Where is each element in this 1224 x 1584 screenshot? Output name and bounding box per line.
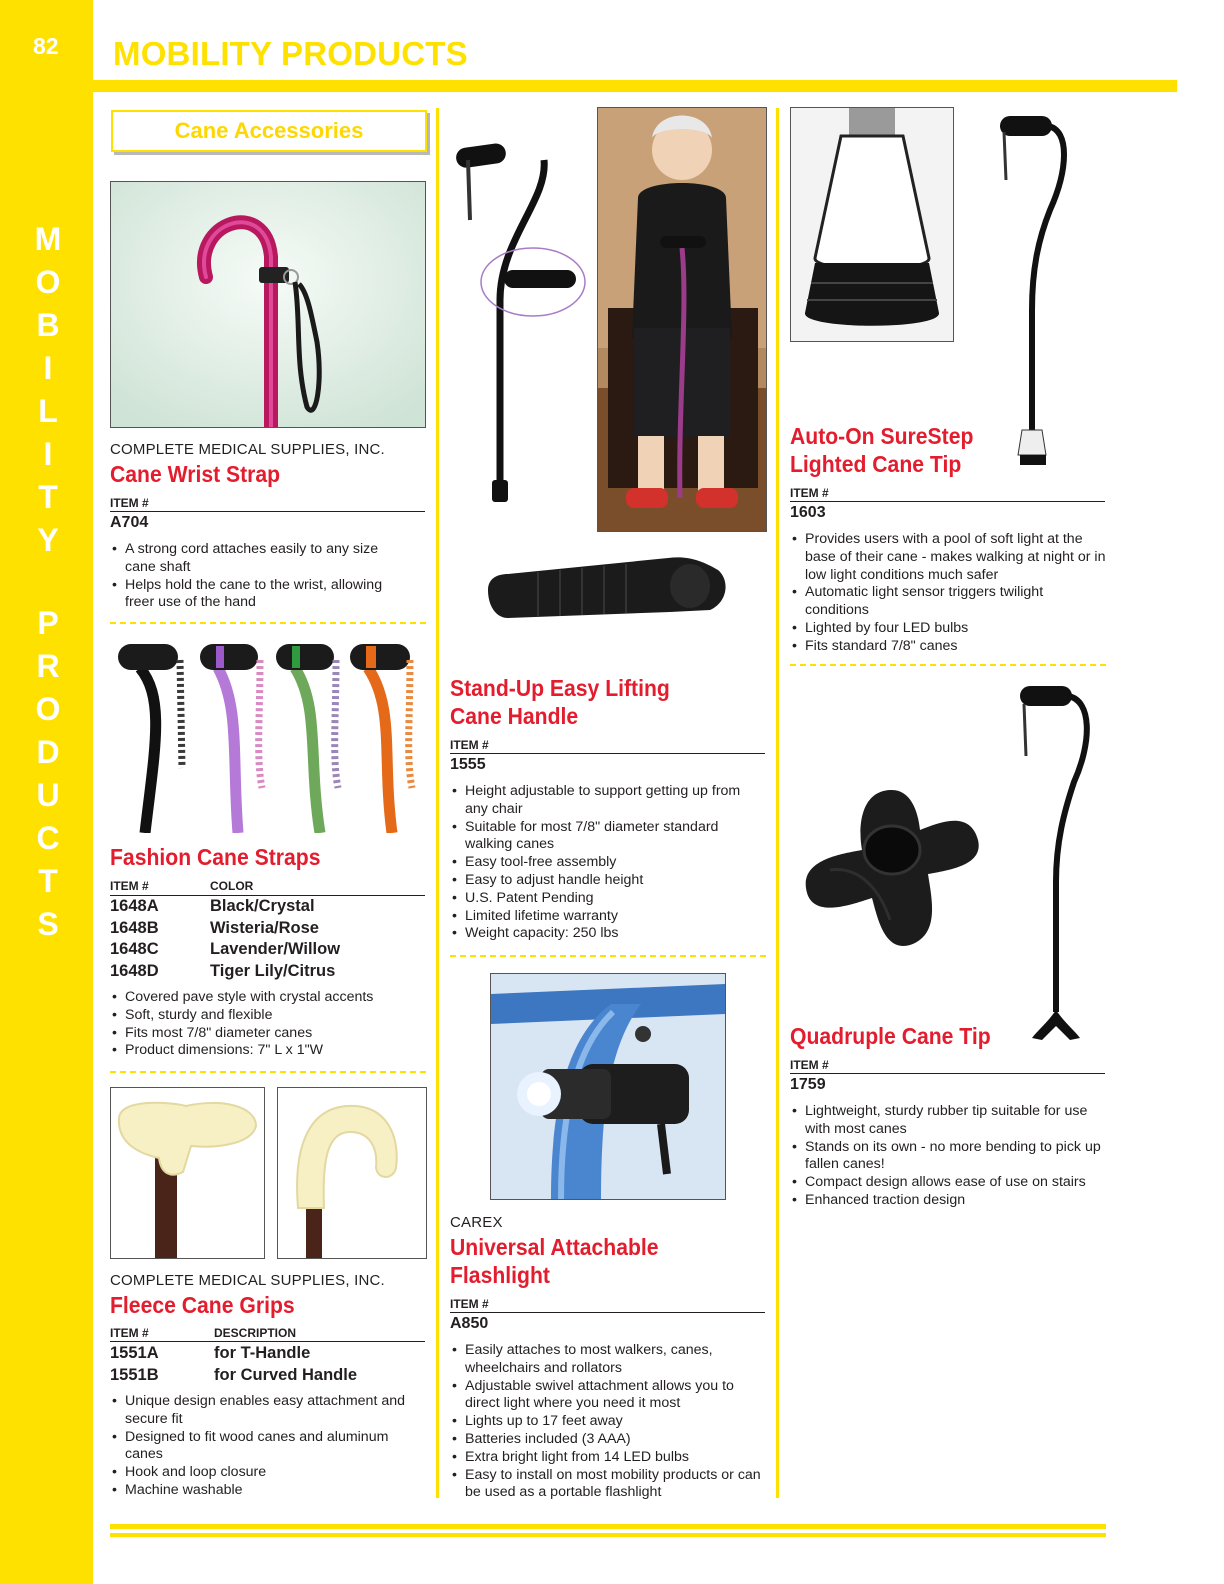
list-item: • Stands on its own - no more bending to pick up fallen canes! (791, 1139, 1106, 1175)
sidebar-letter: T (38, 863, 58, 899)
divider (790, 501, 1105, 502)
list-item: • Product dimensions: 7" L x 1"W (111, 1042, 421, 1060)
table-row (110, 1343, 357, 1365)
table-cell-item: 1648C (110, 940, 159, 958)
lighted-cane-photo (990, 110, 1075, 470)
page-number: 82 (33, 33, 59, 59)
sidebar-letter: T (38, 479, 58, 515)
standup-title (450, 674, 670, 730)
fashion-straps-col-color: COLOR (210, 879, 254, 893)
list-item: • Compact design allows ease of use on stairs (791, 1174, 1106, 1192)
table-cell-color: Wisteria/Rose (210, 918, 319, 937)
quad-tip-bullets (791, 1103, 1106, 1210)
sidebar-letter: S (37, 906, 59, 942)
table-row (110, 1365, 357, 1387)
list-item: • Extra bright light from 14 LED bulbs (451, 1449, 766, 1467)
fleece-title (110, 1291, 295, 1319)
lighted-tip-title-line2: Lighted Cane Tip (790, 451, 962, 477)
fashion-straps-table (110, 896, 340, 982)
header-rule (93, 80, 1177, 92)
wrist-strap-item-code: A704 (110, 514, 149, 531)
list-item: • Limited lifetime warranty (451, 908, 766, 926)
section-title (111, 110, 427, 152)
lighted-tip-bullets (791, 531, 1106, 656)
lighted-tip-title (790, 422, 973, 478)
divider (110, 511, 425, 512)
dashed-divider (790, 664, 1106, 666)
list-item: • Fits standard 7/8" canes (791, 638, 1106, 656)
divider (450, 1312, 765, 1313)
sidebar-letter: L (38, 393, 58, 429)
table-cell-item: 1551A (110, 1344, 159, 1362)
dashed-divider (110, 1071, 426, 1073)
lighted-tip-photo (790, 107, 954, 342)
flashlight-title-line1: Universal Attachable (450, 1234, 659, 1260)
quad-tip-item-code: 1759 (790, 1076, 826, 1093)
section-title-text: Cane Accessories (174, 118, 364, 143)
fashion-straps-photo (110, 638, 426, 833)
fleece-table (110, 1343, 357, 1386)
dashed-divider (450, 955, 766, 957)
list-item: • Provides users with a pool of soft light at the base of their cane - makes walking at night or in low light conditions much safer (791, 531, 1106, 584)
sidebar-letter: R (36, 648, 60, 684)
flashlight-company: CAREX (450, 1214, 503, 1231)
sidebar-letter: O (35, 691, 61, 727)
flashlight-title (450, 1233, 659, 1289)
list-item: • Easy to install on most mobility products or can be used as a portable flashlight (451, 1467, 766, 1503)
fleece-company: COMPLETE MEDICAL SUPPLIES, INC. (110, 1272, 385, 1289)
table-cell-desc: for T-Handle (214, 1344, 311, 1362)
sidebar-letter: I (43, 436, 53, 472)
dashed-divider (110, 622, 426, 624)
sidebar-letter: Y (37, 522, 59, 558)
list-item: • Hook and loop closure (111, 1464, 411, 1482)
list-item: • Adjustable swivel attachment allows you to direct light where you need it most (451, 1378, 766, 1414)
list-item: • Easy to adjust handle height (451, 872, 766, 890)
list-item: • Suitable for most 7/8" diameter standard walking canes (451, 819, 766, 855)
fleece-title-text: Fleece Cane Grips (110, 1292, 295, 1318)
page-title: MOBILITY PRODUCTS (113, 35, 468, 72)
table-row (110, 961, 340, 983)
fashion-straps-title (110, 843, 320, 871)
sidebar-letter: I (43, 350, 53, 386)
lighted-tip-item-label: ITEM # (790, 486, 829, 500)
column-divider (776, 108, 779, 1498)
fashion-straps-col-item: ITEM # (110, 879, 149, 893)
sidebar-letter: P (37, 605, 59, 641)
list-item: • Machine washable (111, 1482, 411, 1500)
list-item: • Soft, sturdy and flexible (111, 1007, 421, 1025)
table-row (110, 918, 340, 940)
list-item: • Helps hold the cane to the wrist, allowing freer use of the hand (111, 577, 411, 613)
lighted-tip-item-code: 1603 (790, 504, 826, 521)
table-row (110, 939, 340, 961)
list-item: • U.S. Patent Pending (451, 890, 766, 908)
list-item: • Weight capacity: 250 lbs (451, 925, 766, 943)
quad-tip-item-label: ITEM # (790, 1058, 829, 1072)
table-cell-item: 1551B (110, 1365, 159, 1384)
list-item: • Automatic light sensor triggers twilight conditions (791, 584, 1106, 620)
woman-using-cane-photo (597, 107, 767, 532)
flashlight-bullets (451, 1342, 766, 1502)
column-divider (436, 108, 439, 1498)
table-cell-item: 1648D (110, 961, 159, 980)
list-item: • Unique design enables easy attachment and secure fit (111, 1393, 411, 1429)
wrist-strap-bullets (111, 541, 411, 612)
flashlight-photo (490, 973, 726, 1200)
list-item: • Easy tool-free assembly (451, 854, 766, 872)
list-item: • Designed to fit wood canes and aluminum canes (111, 1429, 411, 1465)
standup-bullets (451, 783, 766, 943)
sidebar-letter: U (36, 777, 60, 813)
table-cell-item: 1648B (110, 918, 159, 937)
divider (790, 1073, 1105, 1074)
divider (450, 753, 765, 754)
flashlight-item-code: A850 (450, 1315, 489, 1332)
quad-tip-title (790, 1022, 991, 1050)
wrist-strap-title-text: Cane Wrist Strap (110, 461, 281, 487)
wrist-strap-photo (110, 181, 426, 428)
sidebar-vertical-title (28, 218, 68, 946)
sidebar-letter: C (36, 820, 60, 856)
table-cell-desc: for Curved Handle (214, 1365, 358, 1384)
wrist-strap-title (110, 460, 280, 488)
list-item: • Enhanced traction design (791, 1192, 1106, 1210)
standup-item-label: ITEM # (450, 738, 489, 752)
table-cell-item: 1648A (110, 897, 159, 915)
divider (110, 1341, 425, 1342)
fleece-col-item: ITEM # (110, 1326, 149, 1340)
fashion-straps-title-text: Fashion Cane Straps (110, 844, 321, 870)
sidebar-letter: O (35, 264, 61, 300)
standup-title-line2: Cane Handle (450, 703, 579, 729)
list-item: • Lights up to 17 feet away (451, 1413, 766, 1431)
fashion-straps-bullets (111, 989, 421, 1060)
quad-tip-cane-photo (1012, 682, 1097, 1044)
footer-rule (110, 1524, 1106, 1529)
standup-title-line1: Stand-Up Easy Lifting (450, 675, 670, 701)
list-item: • A strong cord attaches easily to any size cane shaft (111, 541, 411, 577)
sidebar-letter: M (34, 221, 62, 257)
standup-item-code: 1555 (450, 756, 486, 773)
lighted-tip-title-line1: Auto-On SureStep (790, 423, 974, 449)
list-item: • Easily attaches to most walkers, canes, wheelchairs and rollators (451, 1342, 766, 1378)
fleece-t-handle-photo (110, 1087, 265, 1259)
table-cell-color: Lavender/Willow (210, 940, 341, 958)
flashlight-item-label: ITEM # (450, 1297, 489, 1311)
fleece-bullets (111, 1393, 411, 1500)
wrist-strap-item-label: ITEM # (110, 496, 149, 510)
list-item: • Lighted by four LED bulbs (791, 620, 1106, 638)
flashlight-title-line2: Flashlight (450, 1262, 550, 1288)
list-item: • Lightweight, sturdy rubber tip suitable for use with most canes (791, 1103, 1106, 1139)
quad-tip-title-text: Quadruple Cane Tip (790, 1023, 991, 1049)
sidebar-letter: B (36, 307, 60, 343)
table-row (110, 896, 340, 918)
fleece-col-desc: DESCRIPTION (214, 1326, 297, 1340)
list-item: • Height adjustable to support getting up from any chair (451, 783, 766, 819)
standup-handle-photo (478, 550, 730, 622)
wrist-strap-company: COMPLETE MEDICAL SUPPLIES, INC. (110, 441, 385, 458)
footer-rule (110, 1533, 1106, 1537)
standup-cane-photo (448, 140, 593, 510)
table-cell-color: Black/Crystal (210, 897, 315, 915)
sidebar-letter: D (36, 734, 60, 770)
list-item: • Fits most 7/8" diameter canes (111, 1025, 421, 1043)
fleece-curved-handle-photo (277, 1087, 427, 1259)
quad-tip-photo (800, 770, 985, 955)
list-item: • Batteries included (3 AAA) (451, 1431, 766, 1449)
list-item: • Covered pave style with crystal accents (111, 989, 421, 1007)
table-cell-color: Tiger Lily/Citrus (210, 961, 336, 980)
